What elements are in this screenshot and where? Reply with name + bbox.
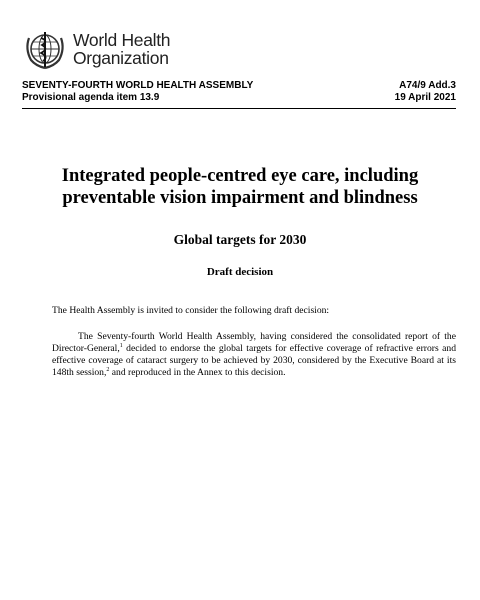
draft-decision-label: Draft decision [206,266,274,278]
assembly-name: SEVENTY-FOURTH WORLD HEALTH ASSEMBLY [22,80,254,91]
decision-paragraph [52,331,456,379]
document-subtitle: Global targets for 2030 [173,232,307,247]
footnote-ref-1: 1 [119,342,123,349]
document-date: 19 April 2021 [394,92,456,103]
document-reference: A74/9 Add.3 [399,80,456,91]
logo-line-2: Organization [73,48,169,68]
agenda-item: Provisional agenda item 13.9 [22,92,160,103]
decision-text-2: decided to endorse the global targets for effective coverage of refractive errors and effective coverage of cataract surgery to be achieved by 2030, considered by the Executive Board at its 148th session, [52,343,456,378]
intro-paragraph: The Health Assembly is invited to consider the following draft decision: [52,305,330,316]
document-title: Integrated people-centred eye care, including preventable vision impairment and blindness [61,166,419,208]
footnote-ref-2: 2 [106,366,110,373]
logo-line-1: World Health [73,30,171,50]
who-emblem-icon [22,26,68,72]
decision-text-1: The Seventy-fourth World Health Assembly, having considered the consolidated report of the Director-General, [52,331,456,354]
who-logo [22,26,170,72]
header-right [395,80,456,104]
decision-text-3: and reproduced in the Annex to this decision. [109,367,286,378]
header-left [22,80,253,104]
header-divider [22,108,456,109]
